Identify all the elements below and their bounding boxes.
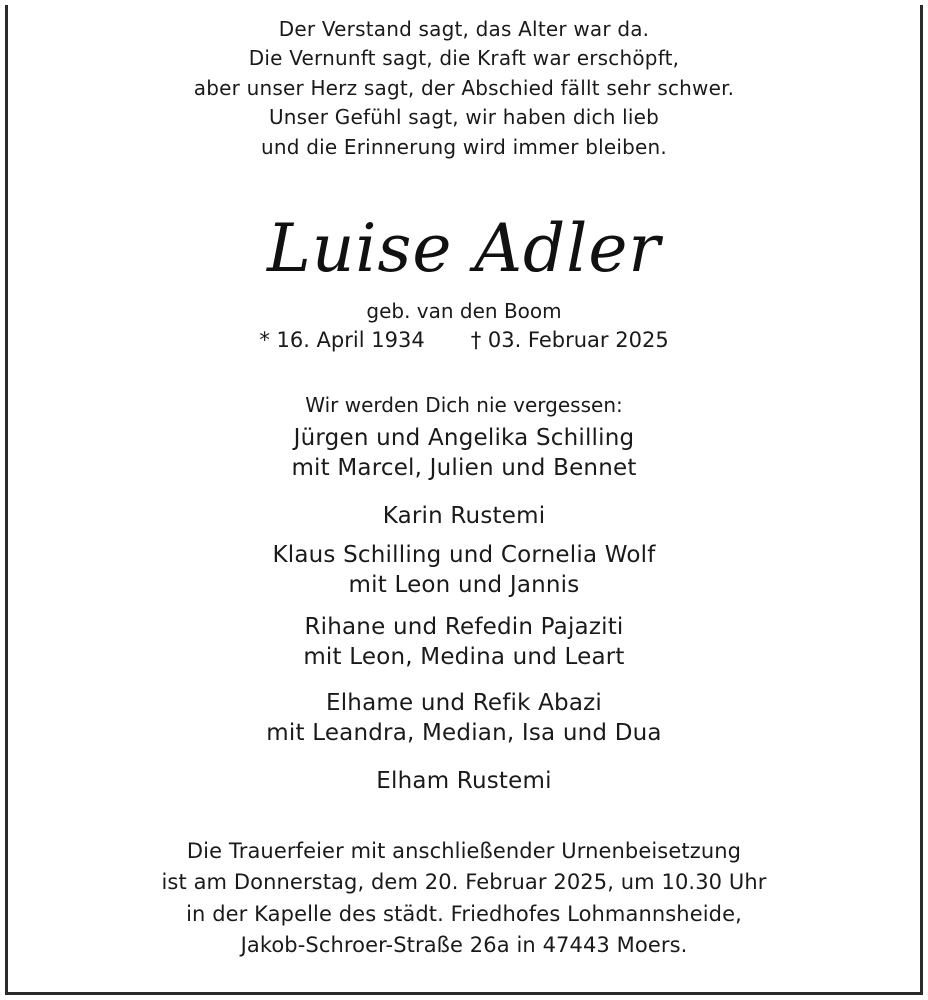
mourner-line: mit Leon und Jannis [348, 572, 580, 598]
mourner-line: Jürgen und Angelika Schilling [293, 425, 635, 451]
poem-line: und die Erinnerung wird immer bleiben. [260, 135, 667, 159]
funeral-line: Die Trauerfeier mit anschließender Urnenbeisetzung [186, 839, 742, 863]
mourner-line: Rihane und Refedin Pajaziti [304, 614, 624, 640]
mourner-line: Elham Rustemi [376, 768, 552, 794]
mourners-intro: Wir werden Dich nie vergessen: [305, 393, 623, 417]
poem-line: aber unser Herz sagt, der Abschied fällt sehr schwer. [193, 76, 735, 100]
mourner-line: Elhame und Refik Abazi [325, 690, 603, 716]
death-date: † 03. Februar 2025 [470, 328, 669, 352]
funeral-line: ist am Donnerstag, dem 20. Februar 2025, um 10.30 Uhr [161, 870, 767, 894]
poem-line: Unser Gefühl sagt, wir haben dich lieb [268, 105, 660, 129]
poem-line: Die Vernunft sagt, die Kraft war erschöpft, [248, 46, 680, 70]
poem-line: Der Verstand sagt, das Alter war da. [278, 17, 650, 41]
mourner-line: mit Leon, Medina und Leart [303, 644, 625, 670]
life-dates [0, 328, 928, 352]
deceased-name: Luise Adler [267, 210, 661, 287]
mourner-line: mit Leandra, Median, Isa und Dua [266, 720, 662, 746]
birth-date: * 16. April 1934 [259, 328, 425, 352]
funeral-line: in der Kapelle des städt. Friedhofes Lohmannsheide, [186, 902, 742, 926]
mourner-line: Klaus Schilling und Cornelia Wolf [272, 542, 656, 568]
funeral-line: Jakob-Schroer-Straße 26a in 47443 Moers. [240, 933, 688, 957]
birth-name: geb. van den Boom [366, 299, 562, 323]
mourner-line: mit Marcel, Julien und Bennet [291, 455, 637, 481]
mourner-line: Karin Rustemi [382, 503, 546, 529]
